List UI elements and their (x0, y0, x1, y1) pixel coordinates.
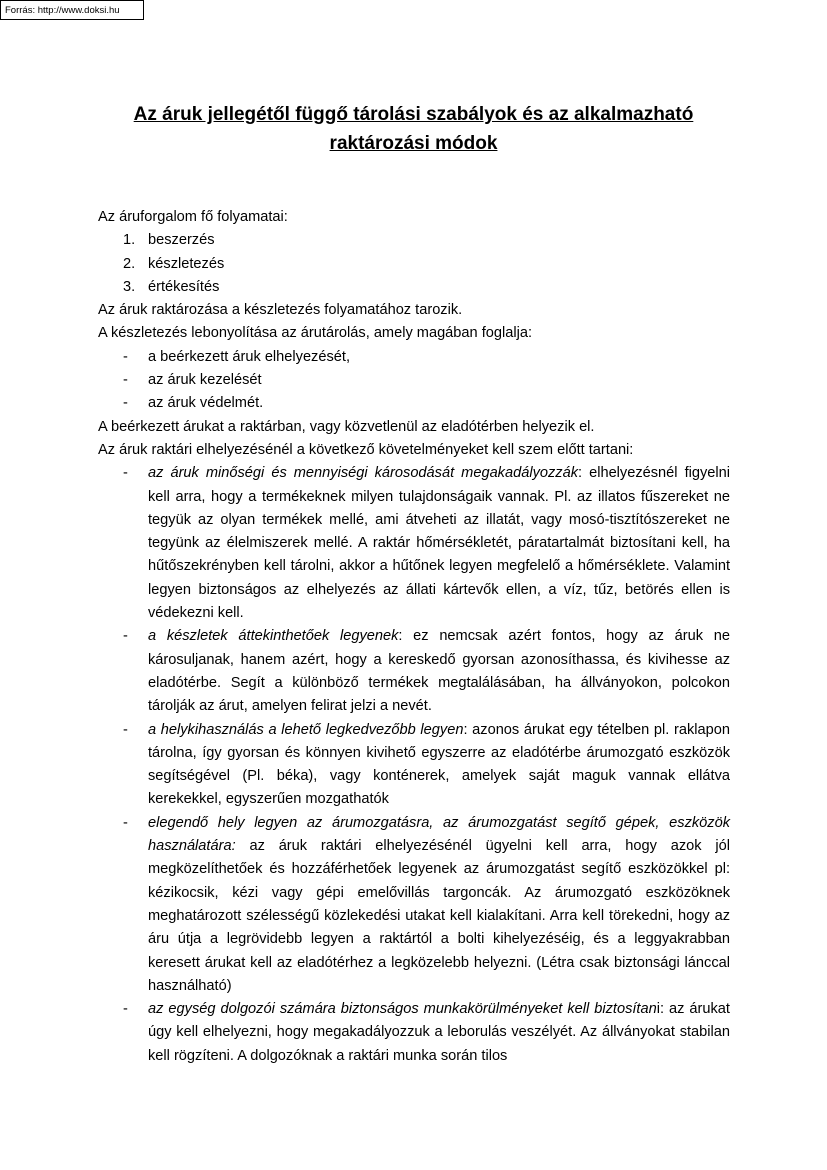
dash-marker: - (123, 628, 128, 645)
paragraph: A készletezés lebonyolítása az árutárolás, amely magában foglalja: (98, 325, 533, 342)
requirement-text: : ez nemcsak azért fontos, hogy az áruk ne károsuljanak, hanem azért, hogy a kereskedő gyorsan azonosíthassa, és kivihesse az eladótérbe. Segít a különböző termékek megtalálásában, ha állványokon, polcokon tárolják az árut, amelyen felirat jelzi a nevét. (148, 628, 730, 715)
document-body (98, 206, 730, 1068)
requirement-text: az áruk raktári elhelyezésénél ügyelni kell arra, hogy azok jól megközelíthetőek és hozzáférhetőek legyenek az árumozgatást segítő eszközökkel pl: kézikocsik, kézi vagy gépi emelővillás targoncák. Az árumozgató eszközöknek meghatározott szélességű közlekedési utakat kell kialakítani. Arra kell törekedni, hogy az áru útja a legrövidebb legyen a raktártól a bolti kihelyezéséig, és a leggyakrabban keresett árukat kell az eladótérhez a legközelebb helyezni. (Létra csak biztonsági lánccal használható) (148, 838, 730, 994)
process-text: értékesítés (148, 278, 220, 295)
dash-marker: - (123, 395, 128, 412)
dash-marker: - (123, 372, 128, 389)
dash-marker: - (123, 465, 128, 482)
requirement-item (98, 812, 730, 998)
paragraph: Az áruk raktározása a készletezés folyamatához tarozik. (98, 302, 463, 319)
requirement-text: : elhelyezésnél figyelni kell arra, hogy a termékeknek milyen tulajdonságaik vannak. Pl. az illatos fűszereket ne tegyük az olyan termékek mellé, ami átveheti az illatát, vagy mosó-tisztítószereket ne tegyünk az élelmiszerek mellé. A raktár hőmérsékletét, páratartalmát biztosítani kell, ha hűtőszekrényben kell tárolni, akkor a hűtőnek legyen megfelelő a hőmérséklete. Valamint legyen biztonságos az elhelyezés az állati kártevők ellen, a víz, tűz, betörés ellen is védekezni kell. (148, 465, 730, 622)
paragraph: A beérkezett árukat a raktárban, vagy közvetlenül az eladótérben helyezik el. (98, 418, 595, 435)
requirement-heading: az áruk minőségi és mennyiségi károsodását megakadályozzák (148, 465, 578, 482)
process-number: 1. (123, 232, 136, 249)
storage-item (98, 346, 730, 369)
title-line-1: Az áruk jellegétől függő tárolási szabályok és az alkalmazható (133, 104, 694, 125)
paragraph: Az áruk raktári elhelyezésénél a következő követelményeket kell szem előtt tartani: (98, 441, 634, 458)
requirement-text: i: az árukat úgy kell elhelyezni, hogy megakadályozzuk a leborulás veszélyét. Az állványokat stabilan kell rögzíteni. A dolgozóknak a raktári munka során tilos (148, 1001, 730, 1064)
storage-item-text: a beérkezett áruk elhelyezését, (148, 348, 350, 365)
source-label: Forrás: http://www.doksi.hu (0, 0, 144, 20)
process-text: beszerzés (148, 232, 215, 249)
process-item (98, 253, 730, 276)
requirement-item (98, 625, 730, 718)
requirement-item (98, 998, 730, 1068)
process-number: 3. (123, 278, 136, 295)
requirement-heading: elegendő hely legyen az árumozgatásra, az árumozgatást segítő gépek, eszközök használatára: (148, 814, 730, 855)
dash-marker: - (123, 1001, 128, 1018)
storage-item (98, 369, 730, 392)
dash-marker: - (123, 721, 128, 738)
dash-marker: - (123, 814, 128, 831)
storage-item (98, 392, 730, 415)
process-item (98, 276, 730, 299)
process-text: készletezés (148, 255, 225, 272)
storage-item-text: az áruk védelmét. (148, 395, 264, 412)
process-number: 2. (123, 255, 136, 272)
storage-item-text: az áruk kezelését (148, 372, 262, 389)
intro-text: Az áruforgalom fő folyamatai: (98, 209, 288, 225)
requirement-heading: az egység dolgozói számára biztonságos munkakörülményeket kell biztosítan (148, 1001, 657, 1018)
requirement-text: : azonos árukat egy tételben pl. raklapon tárolna, így gyorsan és könnyen kivihető egyszerre az eladótérbe árumozgató eszközök segítségével (Pl. béka), vagy konténerek, amelyek saját maguk vannak ellátva kerekekkel, egyszerűen mozgathatók (148, 721, 730, 808)
page-title (0, 100, 827, 158)
requirement-heading: a készletek áttekinthetőek legyenek (148, 628, 399, 645)
process-item (98, 229, 730, 252)
dash-marker: - (123, 348, 128, 365)
requirement-item (98, 719, 730, 812)
title-line-2: raktározási módok (329, 133, 498, 154)
requirement-heading: a helykihasználás a lehető legkedvezőbb legyen (148, 721, 464, 738)
requirement-item (98, 462, 730, 625)
